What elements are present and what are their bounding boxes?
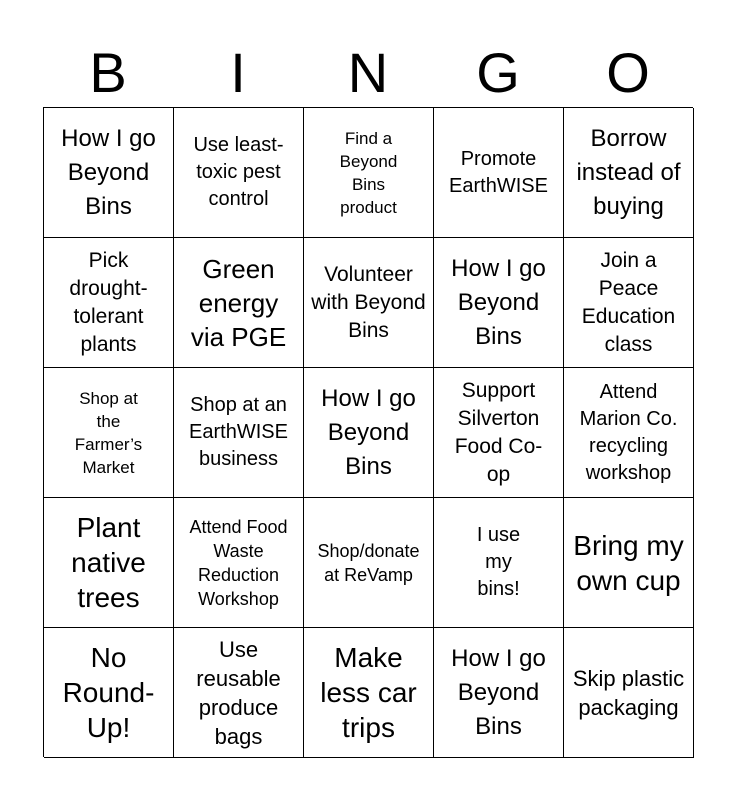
bingo-cell-r2-c1[interactable] bbox=[44, 238, 174, 368]
cell-text: Promote EarthWISE bbox=[449, 147, 548, 197]
bingo-cell-r5-c3[interactable] bbox=[304, 628, 434, 758]
bingo-cell-r4-c2[interactable] bbox=[174, 498, 304, 628]
bingo-cell-r3-c1[interactable] bbox=[44, 368, 174, 498]
bingo-cell-r4-c1[interactable] bbox=[44, 498, 174, 628]
bingo-cell-r3-c4[interactable] bbox=[434, 368, 564, 498]
bingo-cell-r1-c3[interactable] bbox=[304, 108, 434, 238]
header-letter-i: I bbox=[230, 41, 246, 104]
cell-text: Pick drought-tolerant plants bbox=[69, 248, 148, 356]
header-letter-b: B bbox=[89, 41, 127, 104]
cell-text: No Round-Up! bbox=[62, 642, 155, 743]
bingo-cell-r2-c2[interactable] bbox=[174, 238, 304, 368]
cell-text: Attend Marion Co. recycling workshop bbox=[579, 380, 678, 484]
bingo-cell-r1-c2[interactable] bbox=[174, 108, 304, 238]
bingo-cell-r1-c4[interactable] bbox=[434, 108, 564, 238]
cell-text: Shop/donate at ReVamp bbox=[317, 540, 420, 585]
cell-text: How I go Beyond Bins bbox=[451, 644, 546, 740]
cell-text: I use my bins! bbox=[476, 524, 521, 600]
bingo-cell-r5-c5[interactable] bbox=[564, 628, 694, 758]
bingo-cell-r3-c5[interactable] bbox=[564, 368, 694, 498]
cell-text: Support Silverton Food Co-op bbox=[454, 378, 543, 486]
bingo-header bbox=[43, 38, 693, 108]
cell-text: How I go Beyond Bins bbox=[451, 254, 546, 350]
header-letter-o: O bbox=[606, 41, 650, 104]
bingo-cell-r5-c2[interactable] bbox=[174, 628, 304, 758]
bingo-cell-r1-c1[interactable] bbox=[44, 108, 174, 238]
cell-text: Join a Peace Education class bbox=[581, 248, 676, 356]
bingo-cell-r1-c5[interactable] bbox=[564, 108, 694, 238]
cell-text: Attend Food Waste Reduction Workshop bbox=[189, 516, 288, 609]
cell-text: Use reusable produce bags bbox=[196, 636, 281, 749]
cell-text: Use least-toxic pest control bbox=[193, 134, 284, 210]
bingo-cell-r5-c1[interactable] bbox=[44, 628, 174, 758]
bingo-board bbox=[43, 107, 693, 757]
bingo-cell-r4-c5[interactable] bbox=[564, 498, 694, 628]
bingo-cell-r2-c5[interactable] bbox=[564, 238, 694, 368]
bingo-cell-r5-c4[interactable] bbox=[434, 628, 564, 758]
bingo-cell-r3-c2[interactable] bbox=[174, 368, 304, 498]
bingo-cell-r2-c3[interactable] bbox=[304, 238, 434, 368]
bingo-cell-r3-c3[interactable] bbox=[304, 368, 434, 498]
header-letter-g: G bbox=[476, 41, 520, 104]
cell-text: Volunteer with Beyond Bins bbox=[311, 262, 426, 342]
cell-text: Skip plastic packaging bbox=[572, 665, 685, 720]
bingo-cell-r4-c4[interactable] bbox=[434, 498, 564, 628]
cell-text: How I go Beyond Bins bbox=[321, 384, 416, 480]
cell-text: Find a Beyond Bins product bbox=[339, 128, 398, 217]
header-letter-n: N bbox=[347, 41, 389, 104]
bingo-cell-r4-c3[interactable] bbox=[304, 498, 434, 628]
cell-text: Make less car trips bbox=[320, 642, 417, 743]
cell-text: Borrow instead of buying bbox=[576, 124, 681, 220]
cell-text: Green energy via PGE bbox=[190, 253, 287, 352]
bingo-cell-r2-c4[interactable] bbox=[434, 238, 564, 368]
cell-text: How I go Beyond Bins bbox=[61, 124, 156, 220]
cell-text: Bring my own cup bbox=[573, 529, 684, 596]
cell-text: Shop at the Farmer’s Market bbox=[74, 388, 143, 477]
cell-text: Shop at an EarthWISE business bbox=[189, 394, 288, 470]
cell-text: Plant native trees bbox=[71, 512, 146, 613]
